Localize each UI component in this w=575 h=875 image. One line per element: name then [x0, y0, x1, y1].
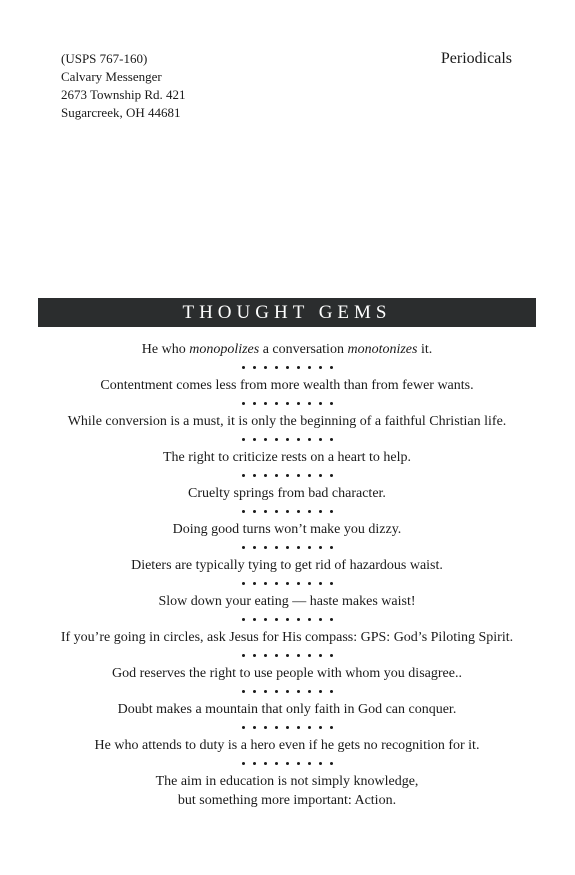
separator-dot — [275, 654, 278, 657]
separator-dot — [297, 474, 300, 477]
separator-dot — [308, 546, 311, 549]
dot-separator — [38, 395, 536, 412]
separator-dot — [330, 402, 333, 405]
dot-separator — [38, 539, 536, 556]
separator-dot — [286, 438, 289, 441]
separator-dot — [242, 438, 245, 441]
separator-dot — [319, 726, 322, 729]
dot-separator — [38, 719, 536, 736]
separator-dot — [275, 726, 278, 729]
gem-text: a conversation — [259, 342, 348, 357]
separator-dot — [253, 402, 256, 405]
separator-dot — [297, 402, 300, 405]
separator-dot — [297, 582, 300, 585]
separator-dot — [275, 366, 278, 369]
separator-dot — [330, 690, 333, 693]
separator-dot — [264, 474, 267, 477]
separator-dot — [264, 402, 267, 405]
gem-item: Dieters are typically tying to get rid of hazardous waist. — [131, 558, 443, 573]
separator-dot — [308, 618, 311, 621]
separator-dot — [330, 546, 333, 549]
separator-dot — [308, 726, 311, 729]
separator-dot — [275, 690, 278, 693]
separator-dot — [319, 402, 322, 405]
separator-dot — [297, 366, 300, 369]
usps-number: (USPS 767-160) — [61, 51, 148, 66]
separator-dot — [286, 582, 289, 585]
dot-separator — [38, 611, 536, 628]
separator-dot — [264, 510, 267, 513]
separator-dot — [253, 510, 256, 513]
gem-item: While conversion is a must, it is only the beginning of a faithful Christian life. — [67, 414, 507, 429]
separator-dot — [275, 474, 278, 477]
separator-dot — [286, 366, 289, 369]
separator-dot — [286, 690, 289, 693]
separator-dot — [253, 366, 256, 369]
separator-dot — [264, 726, 267, 729]
separator-dot — [297, 510, 300, 513]
gem-item: Cruelty springs from bad character. — [188, 486, 386, 501]
separator-dot — [308, 438, 311, 441]
separator-dot — [253, 582, 256, 585]
separator-dot — [286, 402, 289, 405]
separator-dot — [297, 762, 300, 765]
publication-name: Calvary Messenger — [61, 69, 162, 84]
separator-dot — [319, 582, 322, 585]
separator-dot — [242, 762, 245, 765]
separator-dot — [286, 618, 289, 621]
separator-dot — [264, 618, 267, 621]
separator-dot — [308, 474, 311, 477]
dot-separator — [38, 431, 536, 448]
separator-dot — [330, 438, 333, 441]
gem-line: The aim in education is not simply knowledge, — [155, 774, 419, 789]
separator-dot — [253, 438, 256, 441]
separator-dot — [286, 762, 289, 765]
banner-title: THOUGHT GEMS — [182, 302, 392, 323]
separator-dot — [242, 546, 245, 549]
gem-text: He who — [141, 342, 190, 357]
separator-dot — [297, 438, 300, 441]
separator-dot — [275, 402, 278, 405]
separator-dot — [242, 690, 245, 693]
separator-dot — [264, 366, 267, 369]
thought-gems-list — [38, 340, 536, 810]
separator-dot — [308, 762, 311, 765]
separator-dot — [275, 438, 278, 441]
separator-dot — [286, 474, 289, 477]
separator-dot — [330, 654, 333, 657]
separator-dot — [330, 726, 333, 729]
separator-dot — [308, 690, 311, 693]
separator-dot — [286, 510, 289, 513]
separator-dot — [308, 366, 311, 369]
separator-dot — [286, 546, 289, 549]
dot-separator — [38, 683, 536, 700]
separator-dot — [319, 474, 322, 477]
separator-dot — [242, 582, 245, 585]
separator-dot — [275, 546, 278, 549]
separator-dot — [308, 654, 311, 657]
gem-item: Doing good turns won’t make you dizzy. — [172, 522, 402, 537]
separator-dot — [275, 762, 278, 765]
separator-dot — [264, 690, 267, 693]
separator-dot — [319, 438, 322, 441]
gem-item — [38, 340, 536, 359]
separator-dot — [275, 510, 278, 513]
separator-dot — [242, 366, 245, 369]
street-address: 2673 Township Rd. 421 — [61, 87, 186, 102]
separator-dot — [330, 582, 333, 585]
separator-dot — [297, 726, 300, 729]
separator-dot — [264, 438, 267, 441]
dot-separator — [38, 755, 536, 772]
separator-dot — [242, 654, 245, 657]
separator-dot — [275, 618, 278, 621]
gem-item: Contentment comes less from more wealth than from fewer wants. — [100, 378, 474, 393]
dot-separator — [38, 503, 536, 520]
city-state-zip: Sugarcreek, OH 44681 — [61, 105, 181, 120]
separator-dot — [242, 474, 245, 477]
separator-dot — [242, 618, 245, 621]
separator-dot — [253, 546, 256, 549]
separator-dot — [297, 690, 300, 693]
separator-dot — [319, 762, 322, 765]
separator-dot — [330, 366, 333, 369]
gem-item: The right to criticize rests on a heart to help. — [162, 450, 412, 465]
separator-dot — [286, 654, 289, 657]
dot-separator — [38, 575, 536, 592]
dot-separator — [38, 359, 536, 376]
periodicals-label: Periodicals — [440, 50, 512, 67]
section-banner — [38, 298, 536, 327]
gem-item: If you’re going in circles, ask Jesus for His compass: GPS: God’s Piloting Spirit. — [60, 630, 514, 645]
separator-dot — [253, 474, 256, 477]
gem-emphasis: monopolizes — [189, 342, 260, 357]
separator-dot — [319, 654, 322, 657]
separator-dot — [308, 402, 311, 405]
separator-dot — [242, 402, 245, 405]
gem-item: He who attends to duty is a hero even if he gets no recognition for it. — [94, 738, 480, 753]
separator-dot — [319, 546, 322, 549]
separator-dot — [275, 582, 278, 585]
separator-dot — [253, 654, 256, 657]
separator-dot — [319, 366, 322, 369]
separator-dot — [297, 654, 300, 657]
separator-dot — [253, 618, 256, 621]
dot-separator — [38, 647, 536, 664]
gem-item — [38, 772, 536, 810]
mailing-address — [61, 50, 186, 122]
separator-dot — [319, 618, 322, 621]
separator-dot — [330, 510, 333, 513]
separator-dot — [253, 726, 256, 729]
separator-dot — [242, 726, 245, 729]
dot-separator — [38, 467, 536, 484]
separator-dot — [297, 618, 300, 621]
separator-dot — [264, 762, 267, 765]
separator-dot — [319, 510, 322, 513]
separator-dot — [297, 546, 300, 549]
separator-dot — [308, 582, 311, 585]
separator-dot — [330, 762, 333, 765]
separator-dot — [330, 618, 333, 621]
separator-dot — [308, 510, 311, 513]
gem-item: Slow down your eating — haste makes waist! — [158, 594, 416, 609]
gem-text: it. — [417, 342, 433, 357]
separator-dot — [253, 690, 256, 693]
separator-dot — [286, 726, 289, 729]
separator-dot — [264, 654, 267, 657]
separator-dot — [319, 690, 322, 693]
gem-item: God reserves the right to use people with whom you disagree.. — [112, 666, 462, 681]
gem-line: but something more important: Action. — [177, 793, 397, 808]
gem-emphasis: monotonizes — [347, 342, 418, 357]
separator-dot — [253, 762, 256, 765]
gem-item: Doubt makes a mountain that only faith in God can conquer. — [117, 702, 457, 717]
separator-dot — [330, 474, 333, 477]
separator-dot — [242, 510, 245, 513]
separator-dot — [264, 582, 267, 585]
separator-dot — [264, 546, 267, 549]
